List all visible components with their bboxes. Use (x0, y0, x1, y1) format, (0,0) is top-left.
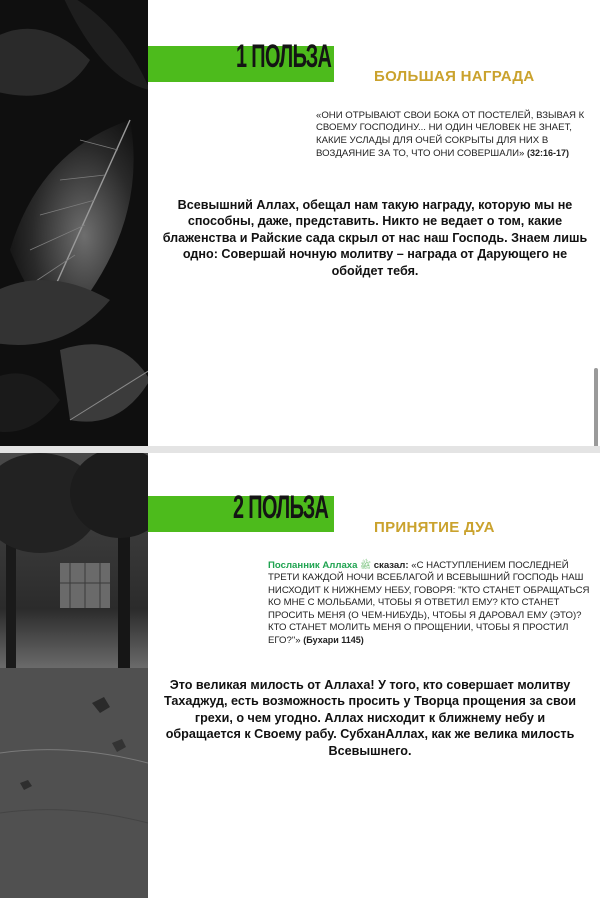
slide-title: 1 ПОЛЬЗА (236, 38, 332, 74)
honorific-glyph: ﷺ (360, 560, 372, 570)
quote-text: «ОНИ ОТРЫВАЮТ СВОИ БОКА ОТ ПОСТЕЛЕЙ, ВЗЫВАЯ К СВОЕМУ ГОСПОДИНУ... НИ ОДИН ЧЕЛОВЕК НЕ ЗНАЕТ, КАКИЕ УСЛАДЫ ДЛЯ ОЧЕЙ СОКРЫТЫ ДЛЯ НИХ В ВОЗДАЯНИЕ ЗА ТО, ЧТО ОНИ СОВЕРШАЛИ» (316, 110, 585, 160)
hadith-quote (268, 559, 596, 648)
quran-quote (316, 110, 594, 161)
slide-title: 2 ПОЛЬЗА (233, 489, 329, 525)
quote-reference: (Бухари 1145) (303, 635, 364, 646)
slide-subtitle: БОЛЬШАЯ НАГРАДА (374, 68, 535, 85)
quote-author: Посланник Аллаха (268, 560, 358, 571)
slide-subtitle: ПРИНЯТИЕ ДУА (374, 519, 495, 536)
leaves-photo (0, 0, 148, 446)
scrollbar-thumb[interactable] (594, 368, 598, 446)
slide-body: Это великая милость от Аллаха! У того, кто совершает молитву Тахаджуд, есть возможность просить у Творца прощения за свои грехи, о чем угодно. Аллах нисходит к ближнему небу и обращается к Своему рабу. СубханАллах, как же велика милость Всевышнего. (164, 678, 576, 758)
rainy-park-photo (0, 453, 148, 898)
quote-reference: (32:16-17) (527, 148, 570, 159)
slide-body: Всевышний Аллах, обещал нам такую награду, которую мы не способны, даже, представить. Никто не ведает о том, какие блаженства и Райские сада скрыл от нас наш Господь. Знаем лишь одно: Совершай ночную молитву – награда от Дарующего не обойдет тебя. (162, 198, 588, 278)
quote-said: сказал: (373, 560, 409, 571)
quote-text: «С НАСТУПЛЕНИЕМ ПОСЛЕДНЕЙ ТРЕТИ КАЖДОЙ НОЧИ ВСЕБЛАГОЙ И ВСЕВЫШНИЙ ГОСПОДЬ НАШ НИСХОДИТ К НИЖНЕМУ НЕБУ, ГОВОРЯ: "КТО СТАНЕТ ОБРАЩАТЬСЯ КО МНЕ С МОЛЬБАМИ, ЧТОБЫ Я ОТВЕТИЛ ЕМУ? КТО СТАНЕТ ПРОСИТЬ МЕНЯ (О ЧЕМ-НИБУДЬ), ЧТОБЫ Я ДАРОВАЛ ЕМУ (ЭТО)? КТО СТАНЕТ МОЛИТЬ МЕНЯ О ПРОЩЕНИИ, ЧТОБЫ Я ПРОСТИЛ ЕГО?"» (268, 560, 590, 647)
slide-1 (0, 0, 600, 446)
slide-2 (0, 453, 600, 898)
